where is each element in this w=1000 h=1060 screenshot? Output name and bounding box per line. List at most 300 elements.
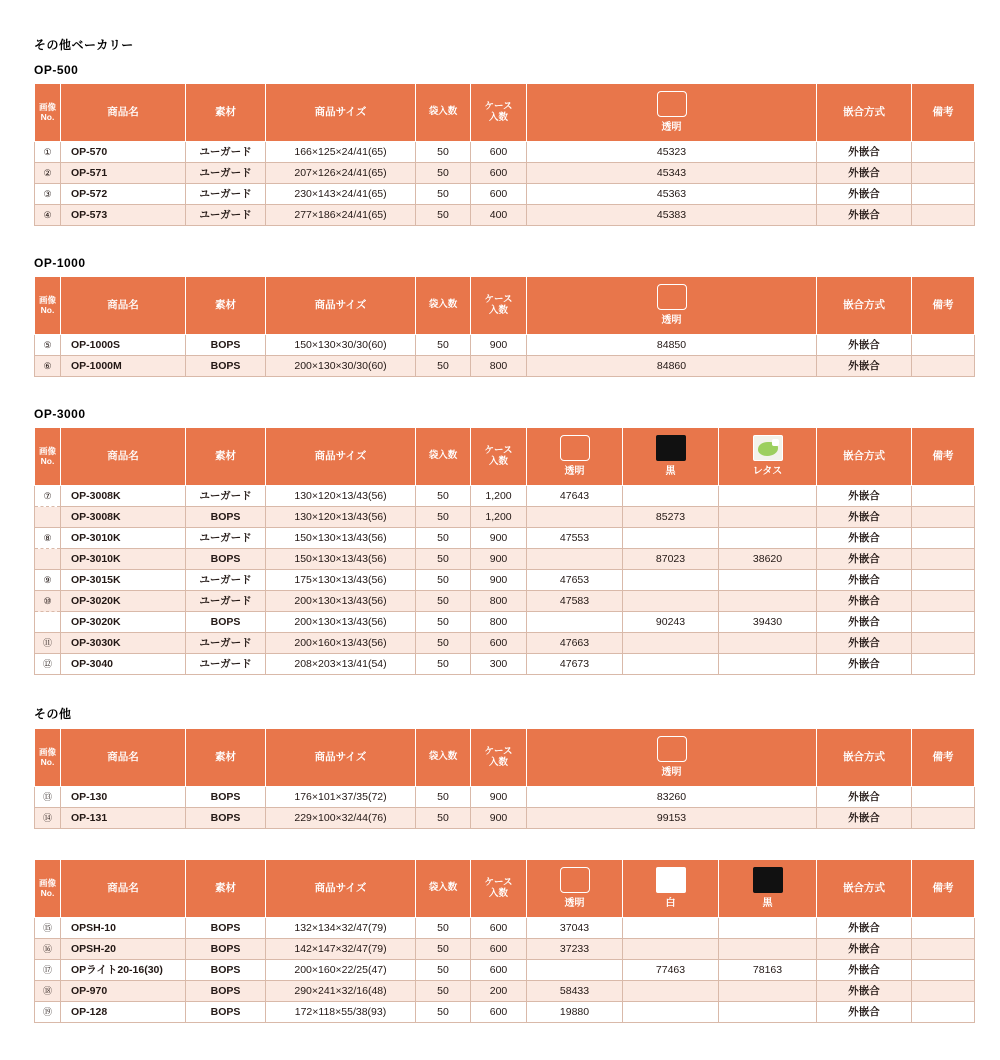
cell-code-black <box>623 654 719 675</box>
cell-fit: 外嵌合 <box>817 633 912 654</box>
cell-remarks <box>912 356 975 377</box>
cell-size: 229×100×32/44(76) <box>266 808 416 829</box>
color-label-clear: 透明 <box>661 315 682 327</box>
cell-case: 800 <box>471 612 527 633</box>
header-remarks: 備考 <box>912 428 975 486</box>
cell-image-no <box>35 549 61 570</box>
clear-swatch-icon <box>560 435 590 461</box>
cell-image-no <box>35 612 61 633</box>
table-header-row <box>35 860 975 918</box>
cell-bag: 50 <box>416 486 471 507</box>
product-table-op3000 <box>34 427 975 675</box>
cell-material: BOPS <box>186 1002 266 1023</box>
cell-fit: 外嵌合 <box>817 570 912 591</box>
cell-case: 400 <box>471 205 527 226</box>
header-bag-count: 袋入数 <box>416 84 471 142</box>
cell-code-clear <box>527 960 623 981</box>
cell-code-lettuce <box>719 633 817 654</box>
cell-bag: 50 <box>416 633 471 654</box>
cell-image-no: ⑮ <box>35 918 61 939</box>
cell-image-no: ② <box>35 163 61 184</box>
cell-image-no: ⑤ <box>35 335 61 356</box>
header-image-no: 画像 No. <box>35 84 61 142</box>
cell-bag: 50 <box>416 507 471 528</box>
header-product-name: 商品名 <box>61 277 186 335</box>
header-material: 素材 <box>186 277 266 335</box>
cell-code-clear: 45343 <box>527 163 817 184</box>
cell-remarks <box>912 981 975 1002</box>
cell-case: 600 <box>471 939 527 960</box>
cell-image-no: ⑩ <box>35 591 61 612</box>
cell-code-black <box>719 939 817 960</box>
cell-code-clear: 47653 <box>527 570 623 591</box>
cell-fit: 外嵌合 <box>817 163 912 184</box>
header-image-no: 画像 No. <box>35 277 61 335</box>
cell-case: 300 <box>471 654 527 675</box>
cell-product-name: OP-130 <box>61 787 186 808</box>
header-color-clear <box>527 84 817 142</box>
header-color-clear <box>527 860 623 918</box>
swatch-black-wrap <box>719 862 816 898</box>
cell-material: BOPS <box>186 549 266 570</box>
cell-image-no: ④ <box>35 205 61 226</box>
cell-bag: 50 <box>416 356 471 377</box>
cell-code-black <box>719 918 817 939</box>
table-header-row <box>35 84 975 142</box>
cell-code-clear: 47553 <box>527 528 623 549</box>
cell-bag: 50 <box>416 654 471 675</box>
cell-code-clear <box>527 612 623 633</box>
header-case-count: ケース 入数 <box>471 729 527 787</box>
cell-image-no: ⑧ <box>35 528 61 549</box>
cell-fit: 外嵌合 <box>817 939 912 960</box>
cell-code-clear: 19880 <box>527 1002 623 1023</box>
cell-material: ユーガード <box>186 163 266 184</box>
header-material: 素材 <box>186 729 266 787</box>
cell-size: 175×130×13/43(56) <box>266 570 416 591</box>
cell-size: 277×186×24/41(65) <box>266 205 416 226</box>
cell-product-name: OP-3008K <box>61 486 186 507</box>
cell-fit: 外嵌合 <box>817 335 912 356</box>
cell-case: 600 <box>471 918 527 939</box>
cell-size: 200×160×22/25(47) <box>266 960 416 981</box>
white-swatch-icon <box>656 867 686 893</box>
cell-bag: 50 <box>416 918 471 939</box>
cell-code-white <box>623 939 719 960</box>
color-label-clear: 透明 <box>564 466 585 478</box>
cell-size: 230×143×24/41(65) <box>266 184 416 205</box>
header-product-name: 商品名 <box>61 84 186 142</box>
table-row <box>35 570 975 591</box>
cell-material: BOPS <box>186 939 266 960</box>
table-row <box>35 918 975 939</box>
cell-product-name: OP-572 <box>61 184 186 205</box>
cell-code-black <box>623 633 719 654</box>
cell-size: 200×160×13/43(56) <box>266 633 416 654</box>
table-row <box>35 184 975 205</box>
cell-code-black <box>623 528 719 549</box>
cell-remarks <box>912 184 975 205</box>
cell-remarks <box>912 960 975 981</box>
header-fit-method: 嵌合方式 <box>817 428 912 486</box>
cell-bag: 50 <box>416 1002 471 1023</box>
cell-code-clear: 37233 <box>527 939 623 960</box>
cell-code-black: 85273 <box>623 507 719 528</box>
cell-case: 800 <box>471 356 527 377</box>
color-label-white: 白 <box>665 898 676 910</box>
cell-material: ユーガード <box>186 528 266 549</box>
cell-code-black <box>623 591 719 612</box>
cell-fit: 外嵌合 <box>817 486 912 507</box>
cell-fit: 外嵌合 <box>817 981 912 1002</box>
cell-image-no: ⑭ <box>35 808 61 829</box>
cell-material: BOPS <box>186 507 266 528</box>
cell-code-black: 87023 <box>623 549 719 570</box>
table-row <box>35 356 975 377</box>
header-color-clear <box>527 428 623 486</box>
cell-code-lettuce <box>719 570 817 591</box>
cell-bag: 50 <box>416 205 471 226</box>
cell-bag: 50 <box>416 981 471 1002</box>
header-product-size: 商品サイズ <box>266 729 416 787</box>
table-row <box>35 808 975 829</box>
cell-code-white <box>623 1002 719 1023</box>
cell-fit: 外嵌合 <box>817 787 912 808</box>
cell-code-white <box>623 981 719 1002</box>
swatch-black-wrap <box>623 430 718 466</box>
header-remarks: 備考 <box>912 84 975 142</box>
header-color-white <box>623 860 719 918</box>
cell-case: 600 <box>471 633 527 654</box>
cell-size: 290×241×32/16(48) <box>266 981 416 1002</box>
swatch-clear-wrap <box>527 430 622 466</box>
cell-remarks <box>912 1002 975 1023</box>
cell-code-clear: 47643 <box>527 486 623 507</box>
header-product-size: 商品サイズ <box>266 428 416 486</box>
cell-material: BOPS <box>186 918 266 939</box>
cell-case: 900 <box>471 335 527 356</box>
cell-code-black: 78163 <box>719 960 817 981</box>
header-case-count: ケース 入数 <box>471 277 527 335</box>
cell-bag: 50 <box>416 939 471 960</box>
table-row <box>35 549 975 570</box>
cell-remarks <box>912 528 975 549</box>
cell-image-no <box>35 507 61 528</box>
header-material: 素材 <box>186 84 266 142</box>
cell-product-name: OP-1000M <box>61 356 186 377</box>
page-title: その他ベーカリー <box>34 38 134 52</box>
cell-code-clear: 45383 <box>527 205 817 226</box>
cell-remarks <box>912 787 975 808</box>
cell-code-lettuce <box>719 507 817 528</box>
cell-case: 600 <box>471 163 527 184</box>
lettuce-swatch-icon <box>753 435 783 461</box>
cell-code-white <box>623 918 719 939</box>
cell-bag: 50 <box>416 184 471 205</box>
cell-image-no: ⑯ <box>35 939 61 960</box>
cell-code-clear: 45323 <box>527 142 817 163</box>
cell-image-no: ⑥ <box>35 356 61 377</box>
swatch-clear-wrap <box>527 731 816 767</box>
header-bag-count: 袋入数 <box>416 428 471 486</box>
cell-material: ユーガード <box>186 142 266 163</box>
cell-size: 176×101×37/35(72) <box>266 787 416 808</box>
color-label-clear: 透明 <box>564 898 585 910</box>
table-row <box>35 591 975 612</box>
cell-code-clear: 84850 <box>527 335 817 356</box>
cell-fit: 外嵌合 <box>817 591 912 612</box>
cell-image-no: ⑬ <box>35 787 61 808</box>
header-remarks: 備考 <box>912 729 975 787</box>
cell-fit: 外嵌合 <box>817 808 912 829</box>
group-title-other: その他 <box>34 707 72 721</box>
swatch-lettuce-wrap <box>719 430 816 466</box>
header-product-size: 商品サイズ <box>266 860 416 918</box>
cell-product-name: OP-131 <box>61 808 186 829</box>
cell-fit: 外嵌合 <box>817 654 912 675</box>
cell-material: ユーガード <box>186 570 266 591</box>
cell-material: ユーガード <box>186 591 266 612</box>
table-row <box>35 205 975 226</box>
cell-material: BOPS <box>186 787 266 808</box>
table-row <box>35 981 975 1002</box>
cell-code-clear: 37043 <box>527 918 623 939</box>
cell-case: 1,200 <box>471 507 527 528</box>
cell-fit: 外嵌合 <box>817 612 912 633</box>
cell-product-name: OPライト20-16(30) <box>61 960 186 981</box>
cell-code-clear: 47663 <box>527 633 623 654</box>
cell-bag: 50 <box>416 335 471 356</box>
cell-product-name: OP-3010K <box>61 528 186 549</box>
cell-code-black <box>623 486 719 507</box>
cell-size: 200×130×30/30(60) <box>266 356 416 377</box>
cell-code-clear: 47673 <box>527 654 623 675</box>
cell-product-name: OP-3020K <box>61 591 186 612</box>
table-row <box>35 507 975 528</box>
cell-remarks <box>912 486 975 507</box>
swatch-white-wrap <box>623 862 718 898</box>
cell-case: 200 <box>471 981 527 1002</box>
cell-size: 200×130×13/43(56) <box>266 591 416 612</box>
cell-remarks <box>912 654 975 675</box>
color-label-clear: 透明 <box>661 767 682 779</box>
cell-bag: 50 <box>416 960 471 981</box>
cell-case: 600 <box>471 142 527 163</box>
color-label-lettuce: レタス <box>752 466 783 478</box>
table-row <box>35 528 975 549</box>
cell-code-black: 90243 <box>623 612 719 633</box>
cell-material: ユーガード <box>186 184 266 205</box>
cell-bag: 50 <box>416 591 471 612</box>
cell-remarks <box>912 633 975 654</box>
table-row <box>35 335 975 356</box>
cell-remarks <box>912 612 975 633</box>
cell-remarks <box>912 163 975 184</box>
cell-material: BOPS <box>186 808 266 829</box>
header-color-clear <box>527 729 817 787</box>
header-case-count: ケース 入数 <box>471 860 527 918</box>
header-material: 素材 <box>186 428 266 486</box>
cell-product-name: OP-570 <box>61 142 186 163</box>
group-title-op3000: OP-3000 <box>34 407 86 421</box>
cell-product-name: OP-3030K <box>61 633 186 654</box>
cell-material: ユーガード <box>186 486 266 507</box>
clear-swatch-icon <box>657 736 687 762</box>
color-label-clear: 透明 <box>661 122 682 134</box>
cell-fit: 外嵌合 <box>817 960 912 981</box>
cell-code-lettuce <box>719 528 817 549</box>
header-product-size: 商品サイズ <box>266 277 416 335</box>
black-swatch-icon <box>753 867 783 893</box>
product-table-op1000 <box>34 276 975 377</box>
cell-code-white: 77463 <box>623 960 719 981</box>
cell-size: 166×125×24/41(65) <box>266 142 416 163</box>
cell-bag: 50 <box>416 163 471 184</box>
table-header-row <box>35 277 975 335</box>
clear-swatch-icon <box>657 91 687 117</box>
header-fit-method: 嵌合方式 <box>817 860 912 918</box>
cell-image-no: ⑨ <box>35 570 61 591</box>
cell-remarks <box>912 205 975 226</box>
cell-image-no: ⑱ <box>35 981 61 1002</box>
cell-size: 130×120×13/43(56) <box>266 486 416 507</box>
cell-case: 900 <box>471 808 527 829</box>
cell-fit: 外嵌合 <box>817 184 912 205</box>
cell-material: BOPS <box>186 356 266 377</box>
clear-swatch-icon <box>560 867 590 893</box>
cell-product-name: OP-3040 <box>61 654 186 675</box>
cell-code-black <box>623 570 719 591</box>
cell-fit: 外嵌合 <box>817 356 912 377</box>
cell-size: 130×120×13/43(56) <box>266 507 416 528</box>
cell-fit: 外嵌合 <box>817 507 912 528</box>
cell-product-name: OP-1000S <box>61 335 186 356</box>
cell-code-lettuce: 38620 <box>719 549 817 570</box>
cell-remarks <box>912 570 975 591</box>
table-row <box>35 654 975 675</box>
table-row <box>35 163 975 184</box>
cell-fit: 外嵌合 <box>817 205 912 226</box>
cell-image-no: ⑪ <box>35 633 61 654</box>
cell-code-clear: 99153 <box>527 808 817 829</box>
cell-material: BOPS <box>186 612 266 633</box>
cell-product-name: OP-571 <box>61 163 186 184</box>
cell-code-lettuce <box>719 591 817 612</box>
header-fit-method: 嵌合方式 <box>817 277 912 335</box>
header-case-count: ケース 入数 <box>471 84 527 142</box>
header-case-count: ケース 入数 <box>471 428 527 486</box>
header-product-name: 商品名 <box>61 860 186 918</box>
cell-remarks <box>912 808 975 829</box>
header-color-lettuce <box>719 428 817 486</box>
cell-fit: 外嵌合 <box>817 142 912 163</box>
cell-bag: 50 <box>416 570 471 591</box>
cell-size: 142×147×32/47(79) <box>266 939 416 960</box>
cell-bag: 50 <box>416 612 471 633</box>
cell-code-clear: 45363 <box>527 184 817 205</box>
cell-product-name: OP-128 <box>61 1002 186 1023</box>
product-table-opsh <box>34 859 975 1023</box>
cell-bag: 50 <box>416 549 471 570</box>
header-color-black <box>623 428 719 486</box>
header-remarks: 備考 <box>912 277 975 335</box>
cell-case: 600 <box>471 184 527 205</box>
table-row <box>35 787 975 808</box>
header-bag-count: 袋入数 <box>416 277 471 335</box>
cell-remarks <box>912 918 975 939</box>
cell-case: 900 <box>471 570 527 591</box>
cell-product-name: OPSH-20 <box>61 939 186 960</box>
cell-code-black <box>719 981 817 1002</box>
header-color-black <box>719 860 817 918</box>
cell-code-black <box>719 1002 817 1023</box>
header-color-clear <box>527 277 817 335</box>
group-title-op1000: OP-1000 <box>34 256 86 270</box>
header-bag-count: 袋入数 <box>416 729 471 787</box>
table-row <box>35 612 975 633</box>
cell-image-no: ③ <box>35 184 61 205</box>
cell-size: 208×203×13/41(54) <box>266 654 416 675</box>
swatch-clear-wrap <box>527 279 816 315</box>
cell-material: BOPS <box>186 335 266 356</box>
swatch-clear-wrap <box>527 86 816 122</box>
cell-bag: 50 <box>416 787 471 808</box>
table-row <box>35 633 975 654</box>
cell-case: 900 <box>471 787 527 808</box>
cell-product-name: OP-3010K <box>61 549 186 570</box>
cell-fit: 外嵌合 <box>817 1002 912 1023</box>
cell-fit: 外嵌合 <box>817 528 912 549</box>
table-header-row <box>35 428 975 486</box>
cell-code-clear: 47583 <box>527 591 623 612</box>
product-table-other <box>34 728 975 829</box>
cell-code-clear: 84860 <box>527 356 817 377</box>
header-remarks: 備考 <box>912 860 975 918</box>
header-image-no: 画像 No. <box>35 729 61 787</box>
cell-case: 1,200 <box>471 486 527 507</box>
cell-remarks <box>912 591 975 612</box>
header-product-name: 商品名 <box>61 729 186 787</box>
header-material: 素材 <box>186 860 266 918</box>
cell-product-name: OP-573 <box>61 205 186 226</box>
header-fit-method: 嵌合方式 <box>817 729 912 787</box>
cell-product-name: OP-3015K <box>61 570 186 591</box>
cell-case: 600 <box>471 960 527 981</box>
cell-code-clear: 58433 <box>527 981 623 1002</box>
cell-image-no: ⑰ <box>35 960 61 981</box>
table-row <box>35 939 975 960</box>
cell-product-name: OP-970 <box>61 981 186 1002</box>
cell-case: 800 <box>471 591 527 612</box>
cell-size: 172×118×55/38(93) <box>266 1002 416 1023</box>
cell-fit: 外嵌合 <box>817 549 912 570</box>
cell-size: 200×130×13/43(56) <box>266 612 416 633</box>
header-fit-method: 嵌合方式 <box>817 84 912 142</box>
cell-remarks <box>912 939 975 960</box>
cell-material: BOPS <box>186 960 266 981</box>
table-header-row <box>35 729 975 787</box>
cell-remarks <box>912 335 975 356</box>
cell-fit: 外嵌合 <box>817 918 912 939</box>
cell-image-no: ① <box>35 142 61 163</box>
cell-material: ユーガード <box>186 633 266 654</box>
header-bag-count: 袋入数 <box>416 860 471 918</box>
cell-case: 900 <box>471 549 527 570</box>
black-swatch-icon <box>656 435 686 461</box>
cell-size: 132×134×32/47(79) <box>266 918 416 939</box>
color-label-black: 黒 <box>762 898 773 910</box>
cell-material: ユーガード <box>186 205 266 226</box>
